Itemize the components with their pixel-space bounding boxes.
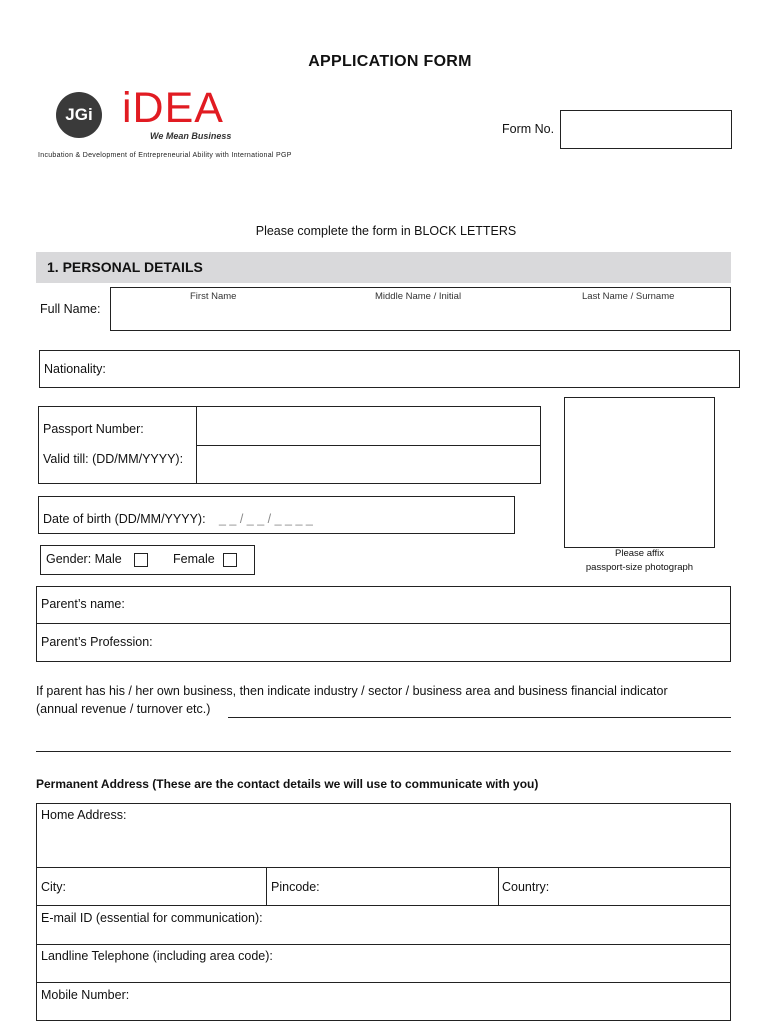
brand-acronym-line: Incubation & Development of Entrepreneurial Ability with International PGP: [38, 152, 292, 159]
section-heading: 1. PERSONAL DETAILS: [47, 259, 203, 275]
city-divider: [266, 867, 267, 905]
female-label: Female: [173, 552, 215, 566]
home-address-label: Home Address:: [41, 808, 127, 822]
mobile-input[interactable]: [140, 984, 728, 1020]
city-input[interactable]: [72, 869, 264, 904]
brand-tagline: We Mean Business: [150, 131, 232, 141]
country-label: Country:: [502, 880, 550, 894]
address-divider-2: [36, 905, 731, 906]
gender-field: [40, 545, 255, 575]
email-input[interactable]: [275, 907, 728, 943]
business-answer-line-1[interactable]: [228, 717, 731, 718]
first-name-hint: First Name: [190, 291, 237, 302]
logo: [36, 84, 336, 168]
landline-input[interactable]: [285, 946, 728, 981]
mobile-label: Mobile Number:: [41, 988, 130, 1002]
photo-box[interactable]: [564, 397, 715, 548]
gender-male-label: Gender: Male: [46, 552, 122, 566]
form-no-label: Form No.: [502, 122, 555, 136]
passport-number-input[interactable]: [197, 407, 540, 444]
business-answer-line-2[interactable]: [36, 751, 731, 752]
dob-label: Date of birth (DD/MM/YYYY):: [43, 512, 206, 526]
parent-profession-input[interactable]: [165, 625, 728, 660]
email-label: E-mail ID (essential for communication):: [41, 911, 263, 925]
parent-name-input[interactable]: [140, 588, 728, 621]
full-name-field[interactable]: [110, 287, 731, 331]
photo-caption-1: Please affix: [615, 548, 664, 559]
nationality-field[interactable]: [39, 350, 740, 388]
landline-label: Landline Telephone (including area code):: [41, 949, 273, 963]
country-input[interactable]: [555, 869, 728, 904]
address-divider-4: [36, 982, 731, 983]
brand-name: iDEA: [122, 84, 224, 132]
jgi-badge-icon: JGi: [56, 92, 102, 138]
business-question-line1: If parent has his / her own business, then indicate industry / sector / business area and business financial indicator: [36, 684, 668, 698]
parent-row-divider: [36, 623, 731, 624]
home-address-input[interactable]: [38, 826, 728, 866]
photo-caption-2: passport-size photograph: [585, 562, 694, 573]
pincode-divider: [498, 867, 499, 905]
dob-field[interactable]: [38, 496, 515, 534]
female-checkbox[interactable]: [223, 553, 237, 567]
nationality-label: Nationality:: [44, 362, 106, 376]
dob-blank: _ _ / _ _ / _ _ _ _: [219, 512, 313, 526]
city-label: City:: [41, 880, 66, 894]
parent-profession-label: Parent’s Profession:: [41, 635, 153, 649]
pincode-input[interactable]: [325, 869, 496, 904]
instruction: Please complete the form in BLOCK LETTERS: [255, 224, 517, 238]
address-divider-1: [36, 867, 731, 868]
male-checkbox[interactable]: [134, 553, 148, 567]
valid-till-label: Valid till: (DD/MM/YYYY):: [43, 452, 184, 466]
pincode-label: Pincode:: [271, 880, 320, 894]
parent-name-label: Parent’s name:: [41, 597, 125, 611]
full-name-label: Full Name:: [40, 302, 101, 316]
last-name-hint: Last Name / Surname: [582, 291, 675, 302]
middle-name-hint: Middle Name / Initial: [375, 291, 462, 302]
section-personal-details: [36, 252, 731, 283]
business-question-line2: (annual revenue / turnover etc.): [36, 702, 211, 716]
page-title: APPLICATION FORM: [308, 53, 472, 70]
address-divider-3: [36, 944, 731, 945]
valid-till-input[interactable]: [197, 446, 540, 483]
passport-label: Passport Number:: [43, 422, 144, 436]
form-no-field[interactable]: [560, 110, 732, 149]
address-heading: Permanent Address (These are the contact details we will use to communicate with you): [36, 777, 539, 791]
